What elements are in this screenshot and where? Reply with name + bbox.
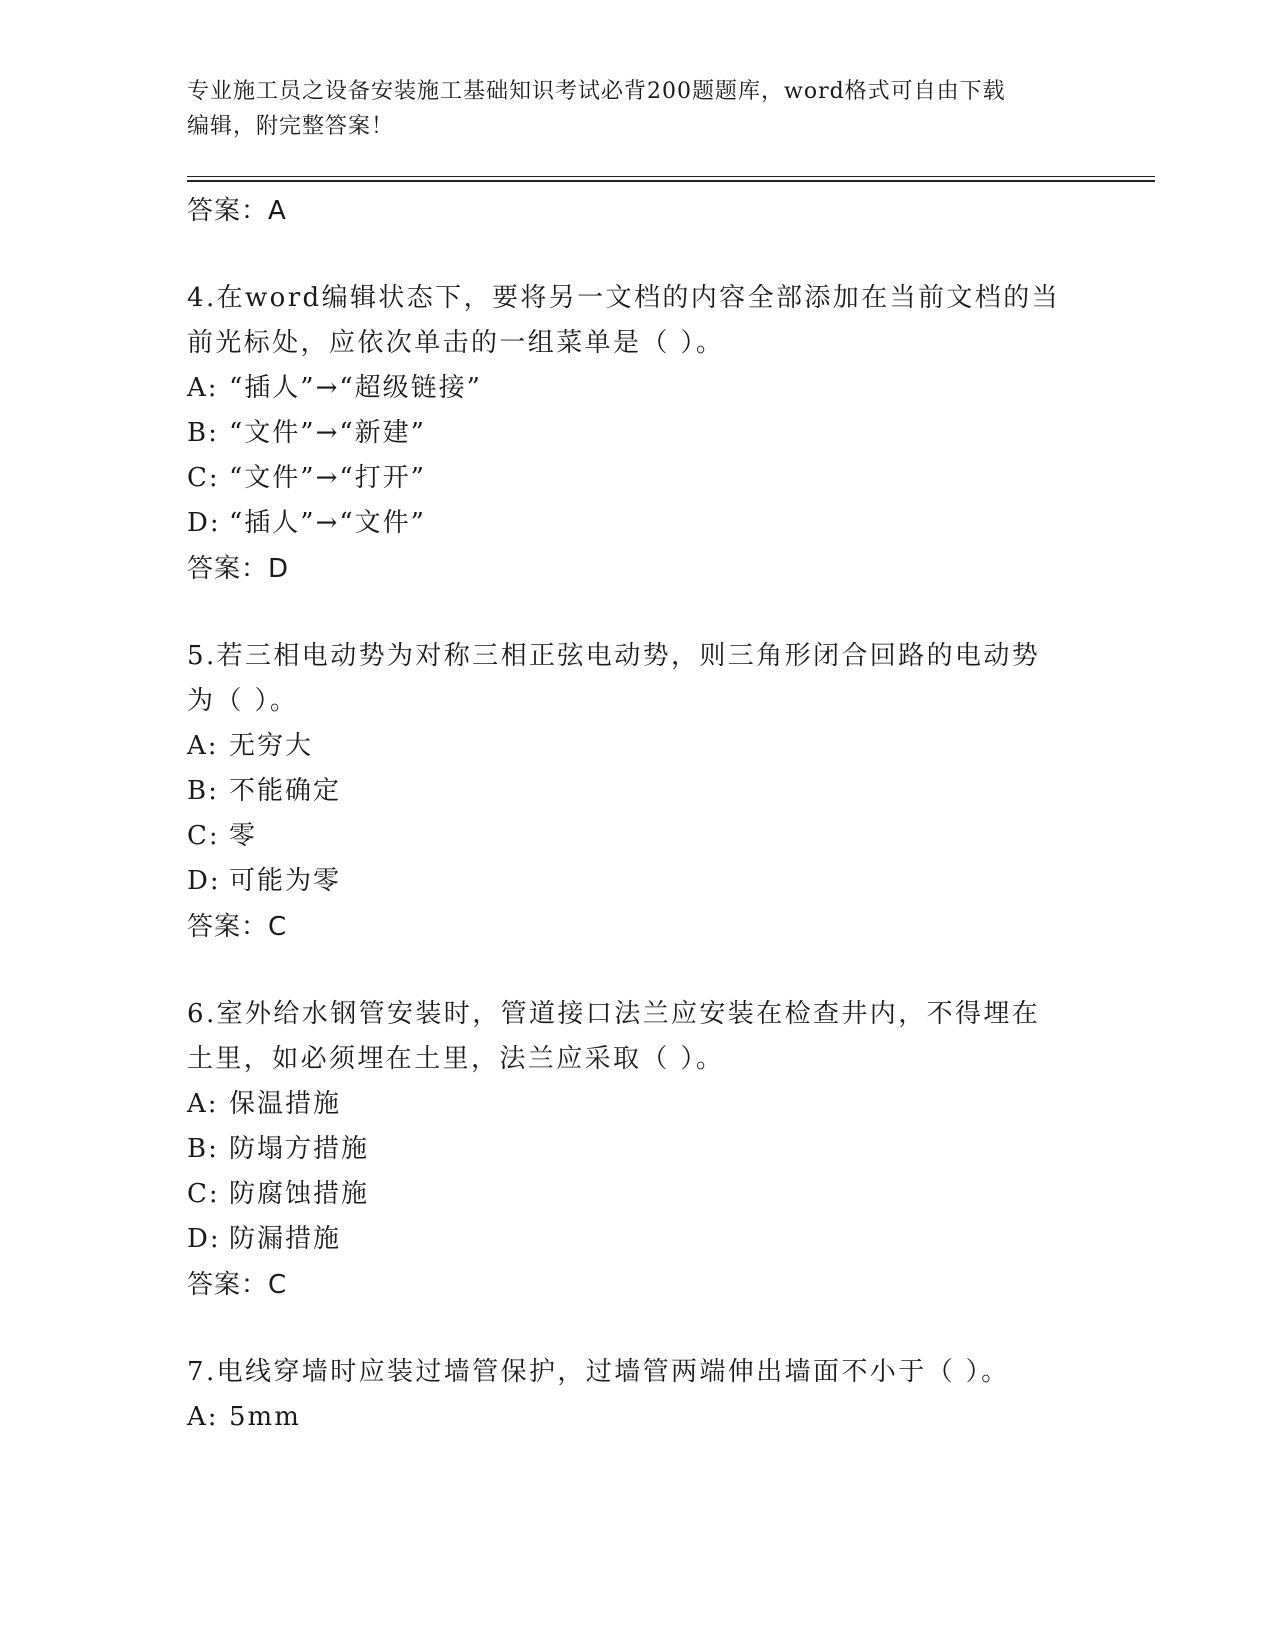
option-b [187, 1127, 1087, 1172]
answer-line: 答案：D [187, 554, 290, 584]
option-text: 保温措施 [229, 1089, 342, 1119]
option-text: “插人”→“文件” [229, 508, 426, 538]
option-text: “文件”→“新建” [229, 418, 426, 448]
option-text: 5mm [229, 1402, 301, 1432]
option-d [187, 859, 1087, 904]
option-letter: D: [187, 1224, 221, 1254]
option-text: “文件”→“打开” [229, 463, 426, 493]
option-letter: A: [187, 731, 219, 761]
option-letter: B: [187, 776, 219, 806]
option-a [187, 724, 1087, 769]
answer-line: 答案：A [187, 196, 287, 226]
option-text: 防塌方措施 [229, 1134, 370, 1164]
option-letter: A: [187, 1089, 219, 1119]
option-text: 零 [229, 821, 258, 851]
question-text-line: 5.若三相电动势为对称三相正弦电动势，则三角形闭合回路的电动势 [187, 641, 1041, 671]
option-text: 可能为零 [229, 866, 342, 896]
question-7 [187, 1350, 1087, 1395]
option-letter: C: [187, 463, 220, 493]
option-a [187, 1082, 1087, 1127]
option-c [187, 1172, 1087, 1217]
question-text-line: 前光标处，应依次单击的一组菜单是（ ）。 [187, 328, 725, 358]
question-text-line: 土里，如必须埋在土里，法兰应采取（ ）。 [187, 1044, 725, 1074]
option-a [187, 1395, 1087, 1440]
header-title-line-1: 专业施工员之设备安装施工基础知识考试必背200题题库，word格式可自由下载 [187, 79, 1006, 104]
question-text-line: 为（ ）。 [187, 686, 299, 716]
answer-line: 答案：C [187, 1270, 288, 1300]
document-header [187, 74, 1067, 144]
option-letter: C: [187, 1179, 220, 1209]
question-text-line: 7.电线穿墙时应装过墙管保护，过墙管两端伸出墙面不小于（ ）。 [187, 1357, 1010, 1387]
option-letter: A: [187, 1402, 219, 1432]
answer-line: 答案：C [187, 912, 288, 942]
option-c [187, 814, 1087, 859]
option-letter: D: [187, 866, 221, 896]
option-text: 防腐蚀措施 [229, 1179, 370, 1209]
option-text: “插人”→“超级链接” [229, 373, 482, 403]
option-letter: D: [187, 508, 221, 538]
header-title-line-2: 编辑，附完整答案！ [187, 114, 395, 139]
option-c [187, 456, 1087, 501]
option-a [187, 366, 1087, 411]
question-5 [187, 634, 1087, 724]
option-text: 无穷大 [229, 731, 314, 761]
option-d [187, 501, 1087, 546]
option-letter: B: [187, 1134, 219, 1164]
option-text: 防漏措施 [229, 1224, 342, 1254]
option-b [187, 411, 1087, 456]
header-divider-thin [187, 176, 1155, 177]
question-text-line: 4.在word编辑状态下，要将另一文档的内容全部添加在当前文档的当 [187, 283, 1060, 313]
option-d [187, 1217, 1087, 1262]
question-text-line: 6.室外给水钢管安装时，管道接口法兰应安装在检查井内，不得埋在 [187, 999, 1041, 1029]
option-letter: B: [187, 418, 219, 448]
header-divider-thick [187, 180, 1155, 182]
question-list [187, 188, 1087, 1440]
question-6 [187, 992, 1087, 1082]
option-text: 不能确定 [229, 776, 342, 806]
option-b [187, 769, 1087, 814]
option-letter: C: [187, 821, 220, 851]
question-4 [187, 276, 1087, 366]
option-letter: A: [187, 373, 219, 403]
